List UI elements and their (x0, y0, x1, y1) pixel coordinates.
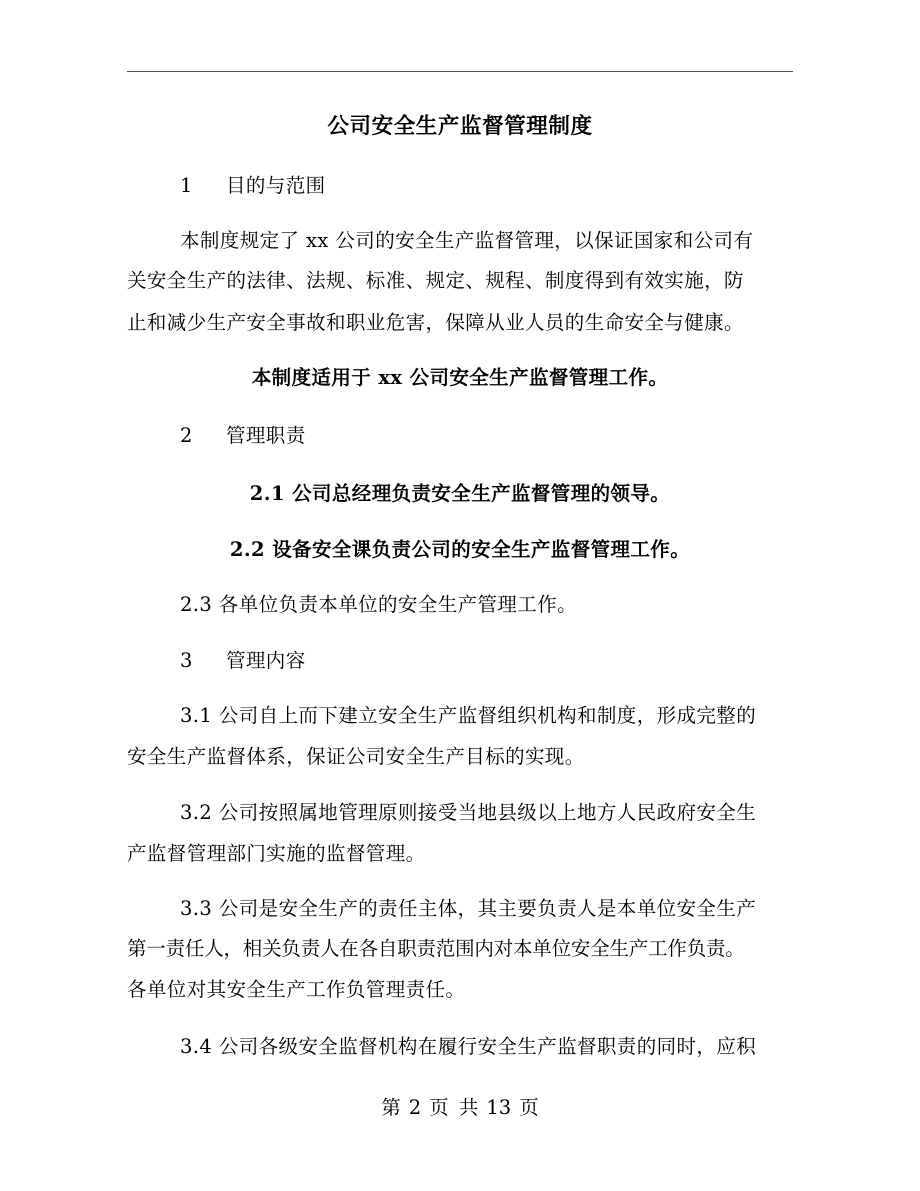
scope-statement: 本制度适用于 xx 公司安全生产监督管理工作。 (251, 366, 669, 389)
section-title: 管理职责 (226, 424, 306, 447)
content-item-3-3-line: 第一责任人，相关负责人在各自职责范围内对本单位安全生产工作负责。 (127, 937, 745, 960)
section-title: 管理内容 (226, 649, 306, 672)
content-item-3-3-line: 3.3 公司是安全生产的责任主体，其主要负责人是本单位安全生产 (180, 897, 757, 920)
section-1-heading (180, 173, 326, 199)
page-title: 公司安全生产监督管理制度 (327, 114, 593, 139)
duty-item-2-2: 2.2 设备安全课负责公司的安全生产监督管理工作。 (229, 538, 691, 561)
section-3-heading (180, 648, 306, 674)
footer-prefix: 第 (381, 1096, 401, 1119)
paragraph-line: 止和减少生产安全事故和职业危害，保障从业人员的生命安全与健康。 (127, 311, 744, 334)
page-total: 13 (486, 1096, 512, 1119)
content-item-3-1-line: 3.1 公司自上而下建立安全生产监督组织机构和制度，形成完整的 (180, 704, 757, 727)
paragraph-line: 本制度规定了 xx 公司的安全生产监督管理，以保证国家和公司有 (180, 229, 754, 252)
content-item-3-2-line: 3.2 公司按照属地管理原则接受当地县级以上地方人民政府安全生 (180, 801, 757, 824)
page-number: 2 (408, 1096, 422, 1119)
section-title: 目的与范围 (226, 174, 326, 197)
content-item-3-1-line: 安全生产监督体系，保证公司安全生产目标的实现。 (127, 745, 585, 768)
header-rule (127, 71, 793, 72)
section-number: 3 (180, 649, 193, 672)
duty-item-2-3: 2.3 各单位负责本单位的安全生产管理工作。 (180, 593, 578, 616)
footer-middle: 页 共 (429, 1096, 479, 1119)
section-number: 1 (180, 174, 193, 197)
content-item-3-2-line: 产监督管理部门实施的监督管理。 (127, 842, 426, 865)
content-item-3-4-line: 3.4 公司各级安全监督机构在履行安全生产监督职责的同时，应积 (180, 1035, 757, 1058)
content-item-3-3-line: 各单位对其安全生产工作负管理责任。 (127, 978, 466, 1001)
paragraph-line: 关安全生产的法律、法规、标准、规定、规程、制度得到有效实施，防 (127, 269, 744, 292)
section-2-heading (180, 423, 306, 449)
page-footer (0, 1095, 920, 1121)
section-number: 2 (180, 424, 193, 447)
duty-item-2-1: 2.1 公司总经理负责安全生产监督管理的领导。 (249, 482, 671, 505)
footer-suffix: 页 (519, 1096, 539, 1119)
